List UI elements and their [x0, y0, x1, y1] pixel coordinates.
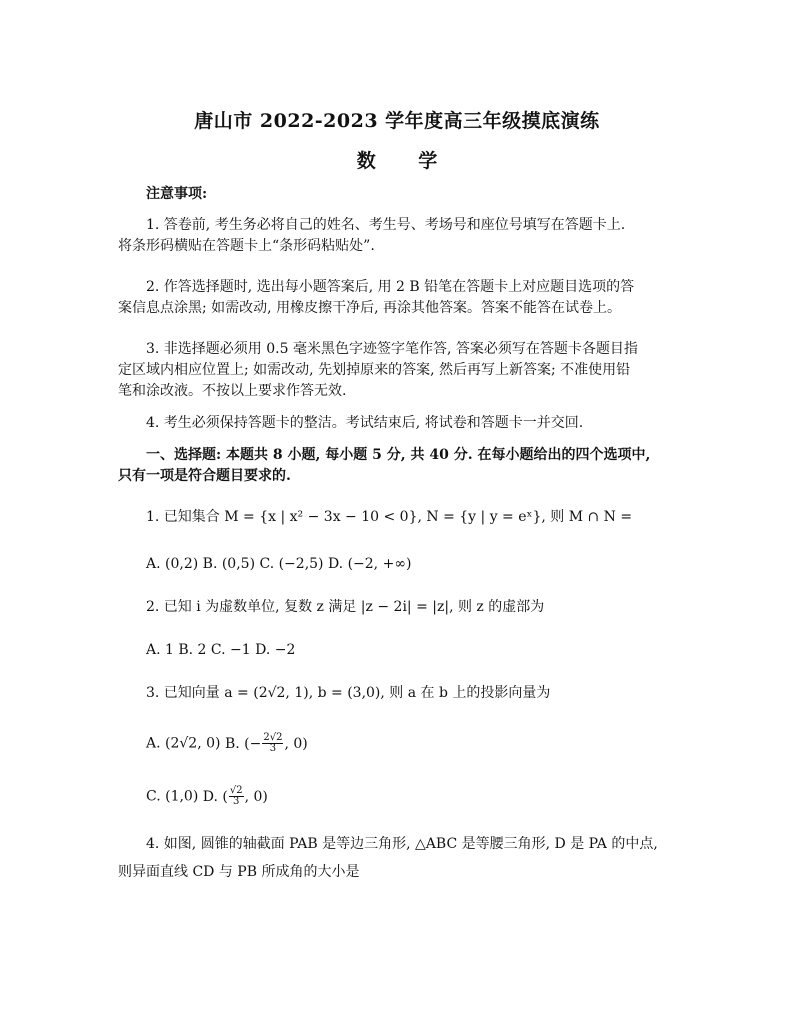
question-1-stem: 1. 已知集合 M = {x | x² − 3x − 10 < 0}, N = {y | y = eˣ}, 则 M ∩ N = — [146, 509, 633, 525]
notice-heading: 注意事项: — [146, 186, 208, 202]
notice-item-1-line-2: 将条形码横贴在答题卡上“条形码粘贴处”. — [118, 238, 375, 254]
question-1-options: A. (0,2) B. (0,5) C. (−2,5) D. (−2, +∞) — [146, 556, 412, 572]
question-3-option-b-fraction — [262, 733, 283, 754]
question-3-option-d-prefix: D. ( — [202, 788, 228, 805]
question-3-option-c: C. (1,0) — [146, 788, 199, 805]
notice-item-1-line-1: 1. 答卷前, 考生务必将自己的姓名、考生号、考场号和座位号填写在答题卡上. — [146, 217, 626, 233]
question-3-option-b-denominator: 3 — [269, 743, 277, 754]
question-3-option-b-numerator: 2√2 — [263, 732, 283, 743]
question-3-options-row-2 — [146, 786, 268, 807]
notice-item-2-line-2: 案信息点涂黑; 如需改动, 用橡皮擦干净后, 再涂其他答案。答案不能答在试卷上。 — [118, 300, 621, 316]
question-3-option-d — [202, 785, 268, 807]
notice-item-3-line-1: 3. 非选择题必须用 0.5 毫米黑色字迹签字笔作答, 答案必须写在答题卡各题目指 — [146, 341, 638, 357]
question-3-option-d-fraction — [229, 786, 244, 807]
exam-title: 唐山市 2022-2023 学年度高三年级摸底演练 — [194, 110, 600, 132]
subject-title: 数 学 — [356, 150, 456, 172]
question-3-option-b-prefix: B. (− — [224, 735, 262, 752]
notice-item-4: 4. 考生必须保持答题卡的整洁。考试结束后, 将试卷和答题卡一并交回. — [146, 415, 584, 431]
question-3-stem: 3. 已知向量 a = (2√2, 1), b = (3,0), 则 a 在 b 上的投影向量为 — [146, 685, 551, 701]
question-3-option-d-suffix: , 0) — [244, 788, 268, 805]
notice-item-3-line-3: 笔和涂改液。不按以上要求作答无效. — [118, 383, 347, 399]
notice-item-2-line-1: 2. 作答选择题时, 选出每小题答案后, 用 2 B 铅笔在答题卡上对应题目选项的答 — [146, 279, 635, 295]
notice-item-3-line-2: 定区域内相应位置上; 如需改动, 先划掉原来的答案, 然后再写上新答案; 不准使用铅 — [118, 362, 631, 378]
section-1-heading-line-2: 只有一项是符合题目要求的. — [118, 468, 291, 484]
question-2-options: A. 1 B. 2 C. −1 D. −2 — [146, 642, 296, 658]
section-1-heading-line-1: 一、选择题: 本题共 8 小题, 每小题 5 分, 共 40 分. 在每小题给出的四个选项中, — [146, 447, 651, 463]
question-4-stem-line-2: 则异面直线 CD 与 PB 所成角的大小是 — [118, 864, 360, 880]
question-3-option-d-denominator: 3 — [233, 796, 240, 807]
question-3-option-b — [224, 732, 308, 754]
question-3-option-a: A. (2√2, 0) — [146, 735, 221, 752]
question-3-option-b-suffix: , 0) — [284, 735, 308, 752]
question-3-option-d-numerator: √2 — [229, 785, 243, 796]
question-4-stem-line-1: 4. 如图, 圆锥的轴截面 PAB 是等边三角形, △ABC 是等腰三角形, D 是 PA 的中点, — [146, 836, 658, 852]
question-3-options-row-1 — [146, 733, 308, 754]
question-2-stem: 2. 已知 i 为虚数单位, 复数 z 满足 |z − 2i| = |z|, 则 z 的虚部为 — [146, 599, 545, 615]
